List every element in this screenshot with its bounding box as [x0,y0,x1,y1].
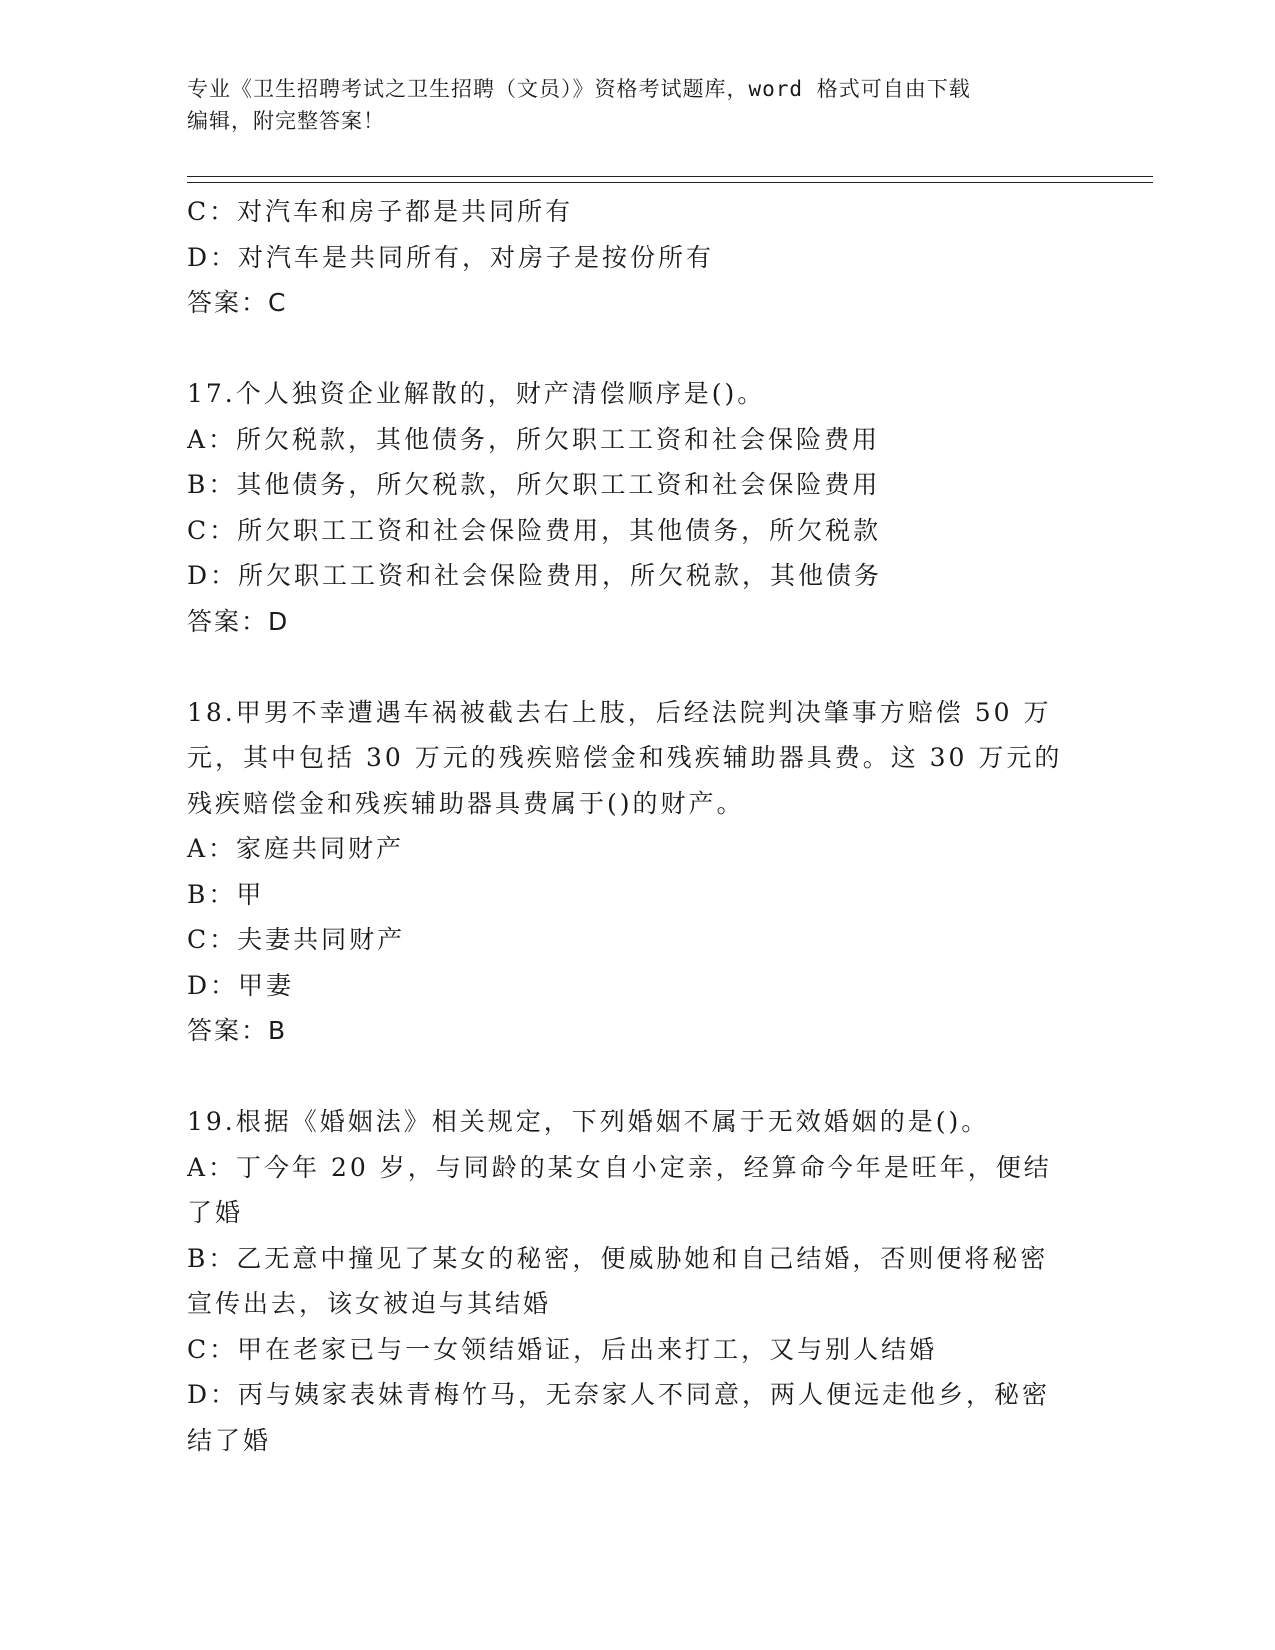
answer-line: 答案：B [187,1016,288,1045]
question-17 [187,371,1087,644]
question-stem-line-1: 18.甲男不幸遭遇车祸被截去右上肢，后经法院判决肇事方赔偿 50 万 [187,697,1052,727]
spacer [187,326,1087,372]
document-header [187,73,1067,137]
option-c: C：所欠职工工资和社会保险费用，其他债务，所欠税款 [187,515,882,545]
question-18 [187,690,1087,1054]
option-b: B：甲 [187,879,265,909]
option-a-line-2: 了婚 [187,1198,244,1227]
header-line-1: 专业《卫生招聘考试之卫生招聘（文员）》资格考试题库，word 格式可自由下载 [187,77,971,101]
option-a: A：家庭共同财产 [187,834,405,863]
header-line-2: 编辑，附完整答案！ [187,109,385,133]
question-stem: 19.根据《婚姻法》相关规定，下列婚姻不属于无效婚姻的是()。 [187,1107,990,1136]
header-divider-top [187,176,1153,177]
option-d: D：所欠职工工资和社会保险费用，所欠税款，其他债务 [187,561,883,590]
header-divider-bottom [187,182,1153,183]
option-a-line-1: A：丁今年 20 岁，与同龄的某女自小定亲，经算命今年是旺年，便结 [187,1152,1052,1182]
question-content [187,189,1087,1463]
option-d: D：甲妻 [187,970,295,1000]
option-a: A：所欠税款，其他债务，所欠职工工资和社会保险费用 [187,424,881,454]
option-c: C：对汽车和房子都是共同所有 [187,197,574,226]
answer-line: 答案：D [187,606,290,636]
option-b: B：其他债务，所欠税款，所欠职工工资和社会保险费用 [187,470,881,499]
question-19 [187,1099,1087,1463]
previous-question [187,189,1087,326]
option-d-line-2: 结了婚 [187,1425,272,1455]
spacer [187,644,1087,690]
question-stem: 17.个人独资企业解散的，财产清偿顺序是()。 [187,379,766,408]
spacer [187,1054,1087,1100]
answer-line: 答案：C [187,288,288,317]
question-stem-line-3: 残疾赔偿金和残疾辅助器具费属于()的财产。 [187,788,745,818]
option-d: D：对汽车是共同所有，对房子是按份所有 [187,242,715,272]
question-stem-line-2: 元，其中包括 30 万元的残疾赔偿金和残疾辅助器具费。这 30 万元的 [187,743,1063,772]
option-b-line-2: 宣传出去，该女被迫与其结婚 [187,1289,552,1318]
option-c: C：夫妻共同财产 [187,925,406,954]
option-b-line-1: B：乙无意中撞见了某女的秘密，便威胁她和自己结婚，否则便将秘密 [187,1243,1049,1273]
option-c: C：甲在老家已与一女领结婚证，后出来打工，又与别人结婚 [187,1334,938,1364]
option-d-line-1: D：丙与姨家表妹青梅竹马，无奈家人不同意，两人便远走他乡，秘密 [187,1380,1051,1409]
